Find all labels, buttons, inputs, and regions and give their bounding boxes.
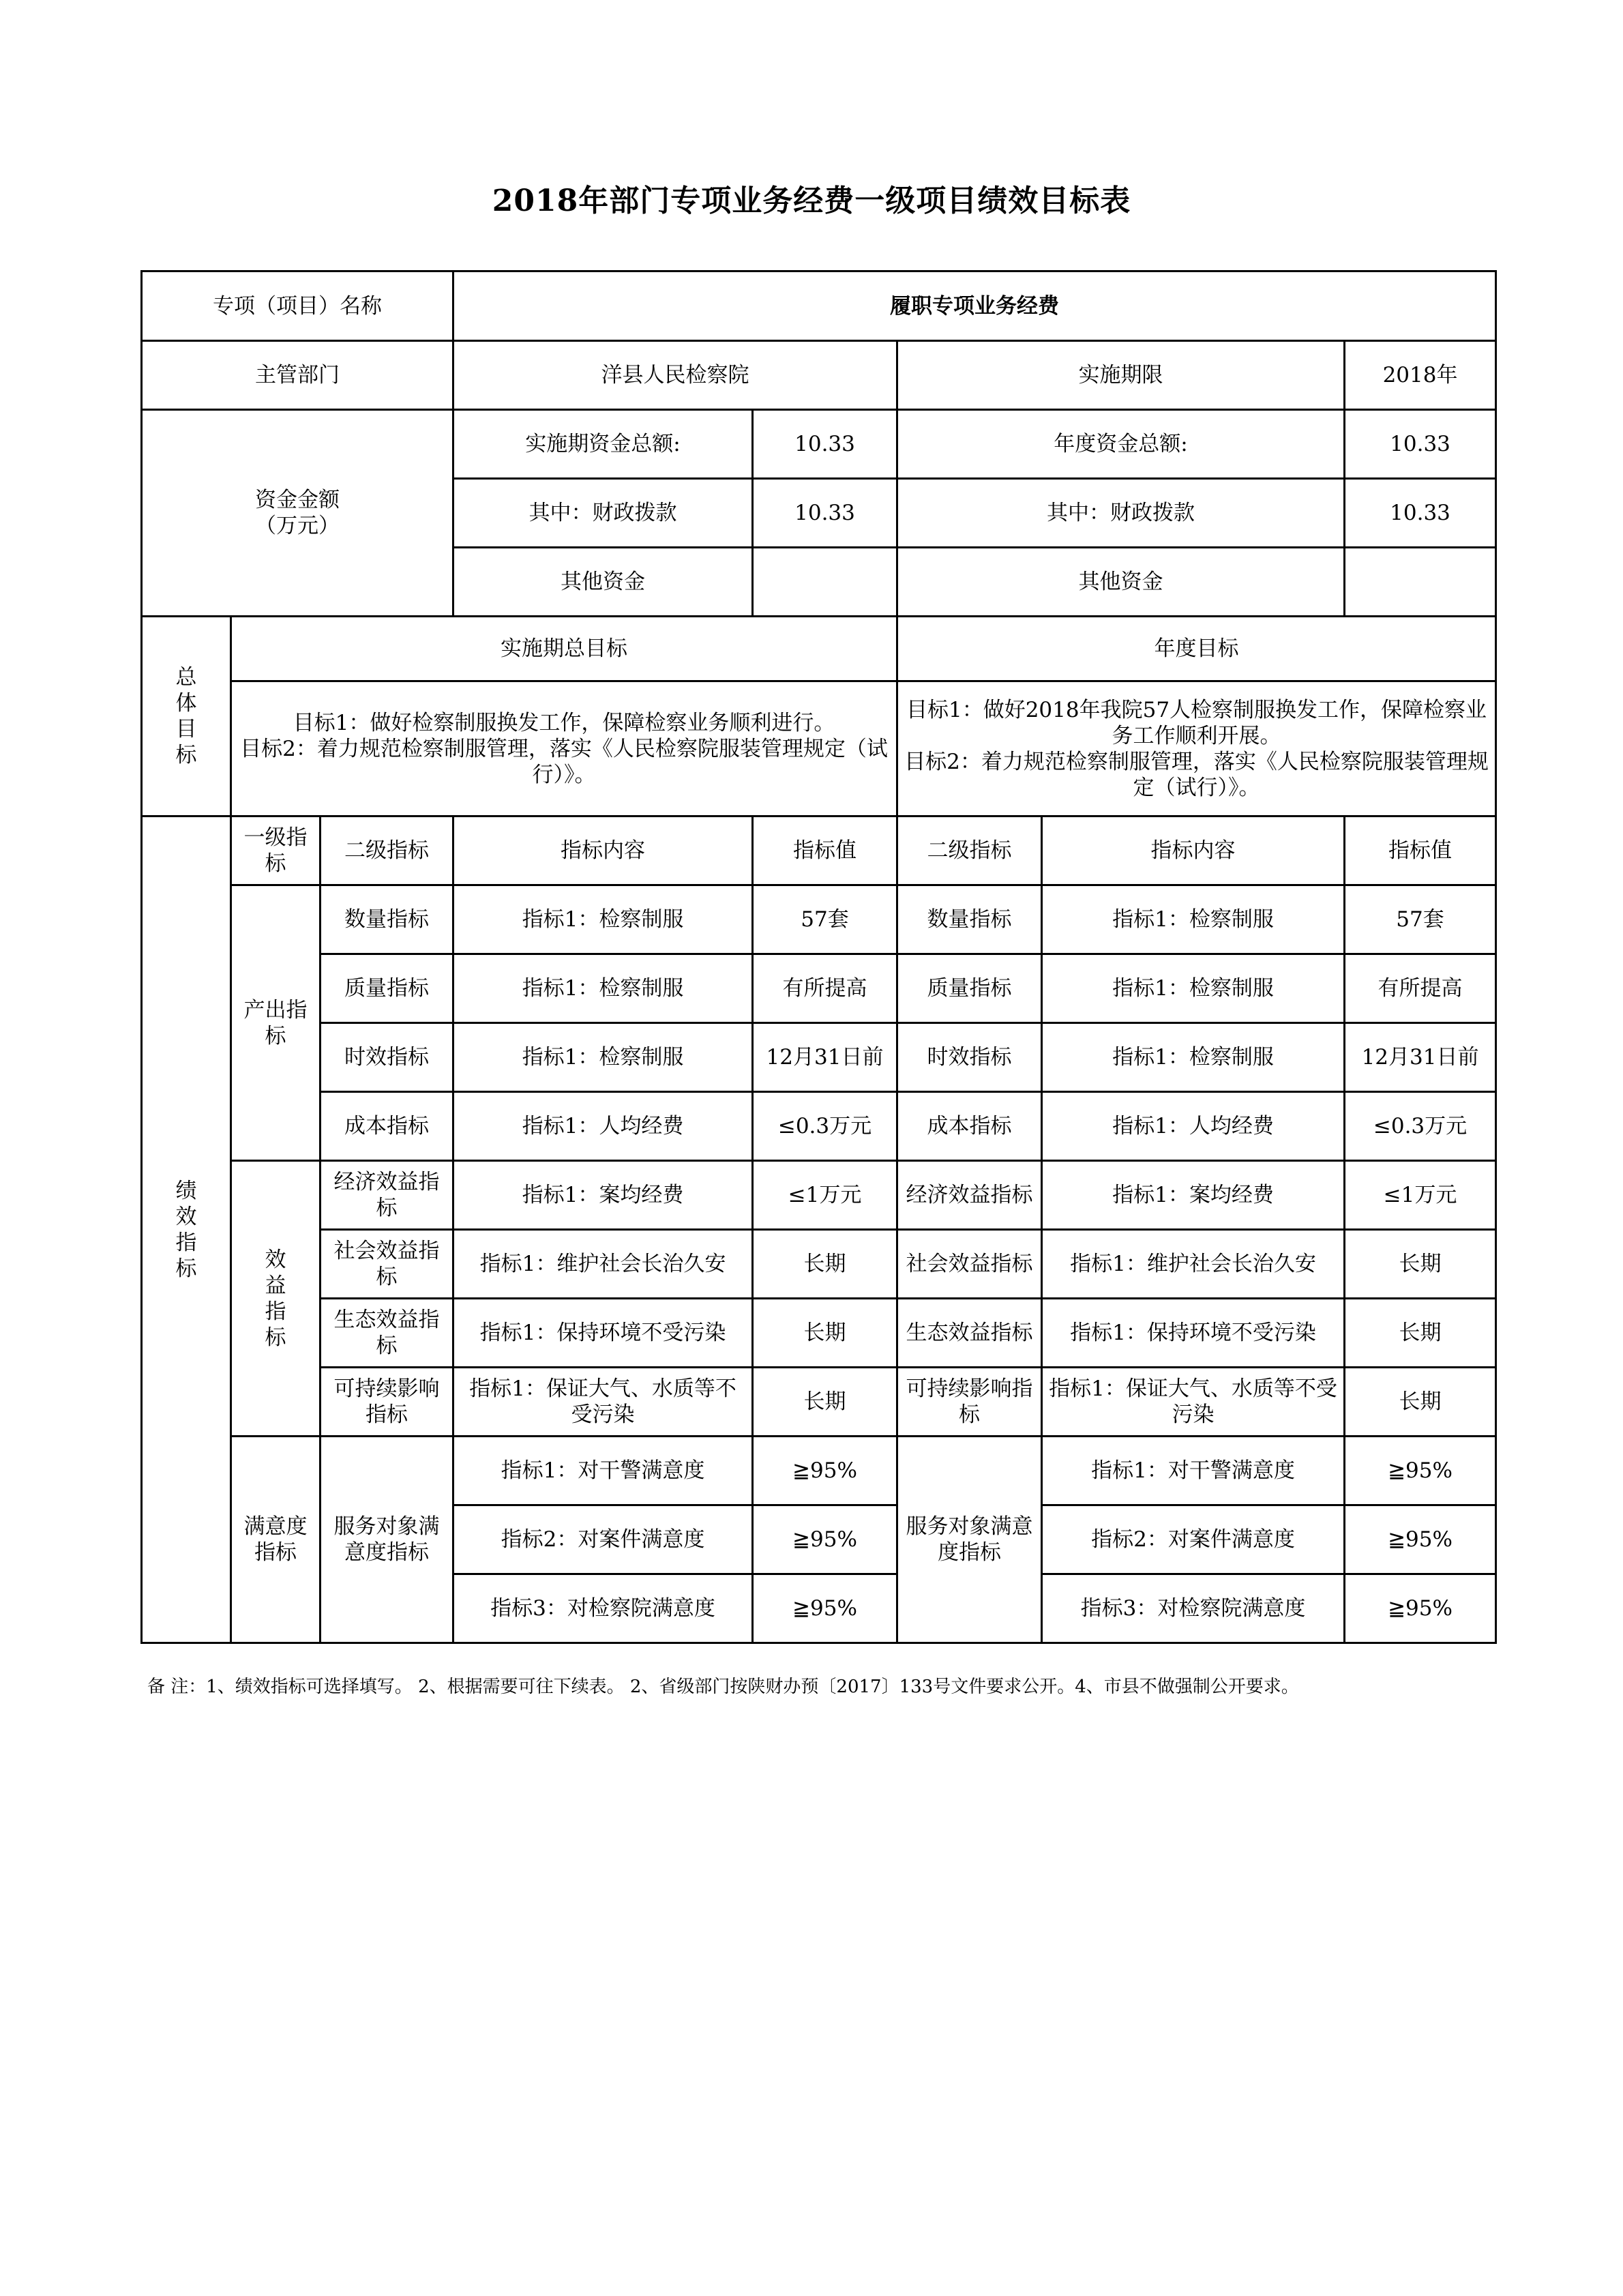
table-row-annual-level2: 质量指标 (897, 954, 1042, 1023)
table-row-content: 指标1：对干警满意度 (453, 1437, 753, 1505)
funds-label (142, 410, 453, 617)
table-row-content: 指标1：检察制服 (453, 885, 753, 954)
col-content-header: 指标内容 (453, 816, 753, 885)
table-row-content: 指标1：检察制服 (453, 954, 753, 1023)
table-row-content: 指标2：对案件满意度 (453, 1505, 753, 1574)
table-row-annual-level2: 可持续影响指标 (897, 1368, 1042, 1437)
table-row-content: 指标1：人均经费 (453, 1092, 753, 1161)
table-row-level2: 质量指标 (321, 954, 453, 1023)
annual-other-label: 其他资金 (897, 548, 1345, 617)
table-row-annual-content: 指标3：对检察院满意度 (1042, 1574, 1345, 1643)
impl-fiscal-value: 10.33 (753, 479, 897, 548)
impl-total-value: 10.33 (753, 410, 897, 479)
table-row-annual-content: 指标1：案均经费 (1042, 1161, 1345, 1230)
dept-label: 主管部门 (142, 341, 453, 410)
annual-fiscal-value: 10.33 (1345, 479, 1496, 548)
impl-other-value (753, 548, 897, 617)
annual-other-value (1345, 548, 1496, 617)
table-row-level2: 可持续影响指标 (321, 1368, 453, 1437)
table-row-annual-level2: 数量指标 (897, 885, 1042, 954)
performance-indicator-label: 绩 效 指 标 (142, 816, 231, 1643)
table-row-annual-value: ≧95% (1345, 1574, 1496, 1643)
table-row-level2: 数量指标 (321, 885, 453, 954)
funds-label-line2: （万元） (255, 514, 340, 538)
table-row-annual-content: 指标1：检察制服 (1042, 885, 1345, 954)
annual-col-content-header: 指标内容 (1042, 816, 1345, 885)
table-row-annual-content: 指标1：对干警满意度 (1042, 1437, 1345, 1505)
table-row-annual-value: 有所提高 (1345, 954, 1496, 1023)
table-row-level2: 经济效益指标 (321, 1161, 453, 1230)
table-row-content: 指标1：保持环境不受污染 (453, 1299, 753, 1368)
output-indicator-label: 产出指标 (231, 885, 321, 1161)
table-row-annual-level2: 经济效益指标 (897, 1161, 1042, 1230)
col-value-header: 指标值 (753, 816, 897, 885)
benefit-indicator-label: 效 益 指 标 (231, 1161, 321, 1437)
table-row-level2: 生态效益指标 (321, 1299, 453, 1368)
table-row-value: 长期 (753, 1299, 897, 1368)
table-row-value: 长期 (753, 1368, 897, 1437)
table-row-value: 12月31日前 (753, 1023, 897, 1092)
table-row-level2: 成本指标 (321, 1092, 453, 1161)
impl-fiscal-label: 其中：财政拨款 (453, 479, 753, 548)
table-row-annual-level2: 社会效益指标 (897, 1230, 1042, 1299)
annual-goal-text: 目标1：做好2018年我院57人检察制服换发工作，保障检察业务工作顺利开展。 目标2：着力规范检察制服管理，落实《人民检察院服装管理规定（试行）》。 (897, 681, 1496, 816)
period-label: 实施期限 (897, 341, 1345, 410)
table-row-annual-value: 12月31日前 (1345, 1023, 1496, 1092)
table-row-value: ≧95% (753, 1505, 897, 1574)
impl-goal-text: 目标1：做好检察制服换发工作，保障检察业务顺利进行。 目标2：着力规范检察制服管理，落实《人民检察院服装管理规定（试行）》。 (231, 681, 897, 816)
performance-target-table (140, 270, 1497, 1644)
satisfaction-level2: 服务对象满意度指标 (321, 1437, 453, 1643)
table-row-annual-content: 指标1：检察制服 (1042, 1023, 1345, 1092)
funds-label-line1: 资金金额 (255, 488, 340, 512)
overall-goal-label: 总 体 目 标 (142, 617, 231, 816)
table-row-annual-value: 长期 (1345, 1230, 1496, 1299)
impl-other-label: 其他资金 (453, 548, 753, 617)
table-row-value: ≧95% (753, 1437, 897, 1505)
table-row-content: 指标3：对检察院满意度 (453, 1574, 753, 1643)
table-row-content: 指标1：检察制服 (453, 1023, 753, 1092)
annual-satisfaction-level2: 服务对象满意度指标 (897, 1437, 1042, 1643)
table-row-annual-value: ≧95% (1345, 1505, 1496, 1574)
annual-total-value: 10.33 (1345, 410, 1496, 479)
table-row-annual-value: 长期 (1345, 1299, 1496, 1368)
annual-col-value-header: 指标值 (1345, 816, 1496, 885)
col-level1-header: 一级指标 (231, 816, 321, 885)
table-row-annual-content: 指标2：对案件满意度 (1042, 1505, 1345, 1574)
table-row-value: 有所提高 (753, 954, 897, 1023)
impl-goal-header: 实施期总目标 (231, 617, 897, 681)
table-row-annual-content: 指标1：保持环境不受污染 (1042, 1299, 1345, 1368)
table-row-value: ≧95% (753, 1574, 897, 1643)
table-row-content: 指标1：保证大气、水质等不受污染 (453, 1368, 753, 1437)
satisfaction-indicator-label: 满意度指标 (231, 1437, 321, 1643)
table-row-value: ≤0.3万元 (753, 1092, 897, 1161)
table-row-value: ≤1万元 (753, 1161, 897, 1230)
project-name-label: 专项（项目）名称 (142, 271, 453, 341)
table-row-level2: 社会效益指标 (321, 1230, 453, 1299)
footnote: 备 注：1、绩效指标可选择填写。 2、根据需要可往下续表。 2、省级部门按陕财办预〔2017〕133号文件要求公开。4、市县不做强制公开要求。 (147, 1677, 1299, 1697)
table-row-annual-value: ≧95% (1345, 1437, 1496, 1505)
table-row-annual-value: ≤0.3万元 (1345, 1092, 1496, 1161)
table-row-annual-content: 指标1：维护社会长治久安 (1042, 1230, 1345, 1299)
table-row-content: 指标1：案均经费 (453, 1161, 753, 1230)
table-row-annual-level2: 时效指标 (897, 1023, 1042, 1092)
project-name-value: 履职专项业务经费 (453, 271, 1496, 341)
table-row-annual-content: 指标1：保证大气、水质等不受污染 (1042, 1368, 1345, 1437)
table-row-annual-content: 指标1：人均经费 (1042, 1092, 1345, 1161)
table-row-annual-value: 57套 (1345, 885, 1496, 954)
period-value: 2018年 (1345, 341, 1496, 410)
table-row-value: 长期 (753, 1230, 897, 1299)
page-title: 2018年部门专项业务经费一级项目绩效目标表 (492, 183, 1131, 218)
table-row-annual-level2: 生态效益指标 (897, 1299, 1042, 1368)
impl-total-label: 实施期资金总额: (453, 410, 753, 479)
table-row-annual-level2: 成本指标 (897, 1092, 1042, 1161)
annual-col-level2-header: 二级指标 (897, 816, 1042, 885)
annual-fiscal-label: 其中：财政拨款 (897, 479, 1345, 548)
table-row-annual-value: 长期 (1345, 1368, 1496, 1437)
dept-value: 洋县人民检察院 (453, 341, 897, 410)
table-row-annual-content: 指标1：检察制服 (1042, 954, 1345, 1023)
annual-goal-header: 年度目标 (897, 617, 1496, 681)
table-row-level2: 时效指标 (321, 1023, 453, 1092)
table-row-content: 指标1：维护社会长治久安 (453, 1230, 753, 1299)
table-row-value: 57套 (753, 885, 897, 954)
annual-total-label: 年度资金总额: (897, 410, 1345, 479)
table-row-annual-value: ≤1万元 (1345, 1161, 1496, 1230)
col-level2-header: 二级指标 (321, 816, 453, 885)
